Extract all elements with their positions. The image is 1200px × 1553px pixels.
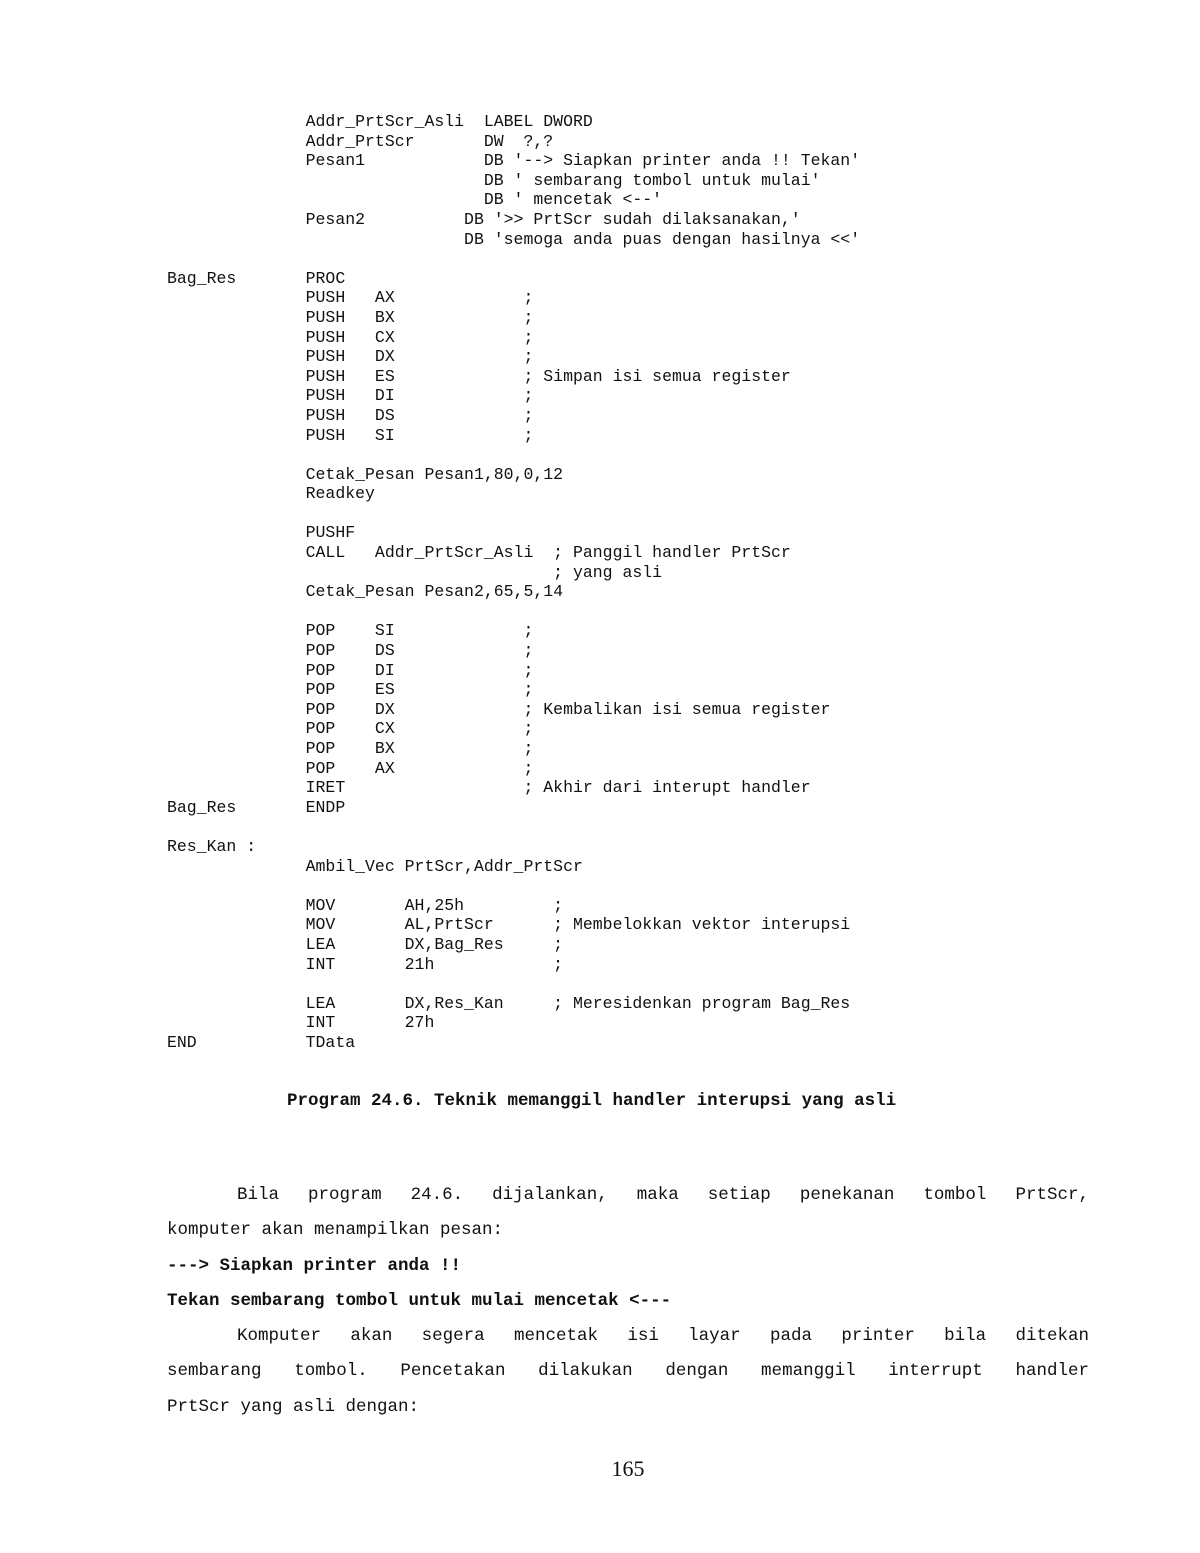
code-line: POP DI ; — [167, 660, 534, 680]
code-line — [167, 974, 860, 994]
code-line: POP BX ; — [167, 739, 534, 758]
code-line: MOV AH,25h ; — [167, 895, 564, 915]
code-line: LEA DX,Bag_Res ; — [167, 934, 564, 954]
code-line: PUSH ES ; Simpan isi semua register — [167, 366, 791, 386]
code-line: PUSH SI ; — [167, 425, 534, 445]
message-line-1: ---> Siapkan printer anda !! — [167, 1255, 462, 1276]
code-line — [167, 602, 860, 622]
code-line: DB ' mencetak <--' — [167, 190, 663, 210]
code-line: Bag_Res PROC — [167, 268, 346, 288]
code-line: POP CX ; — [167, 719, 534, 739]
code-line: MOV AL,PrtScr ; Membelokkan vektor interupsi — [167, 915, 851, 935]
code-line: Res_Kan : — [167, 836, 257, 856]
code-line: Addr_PrtScr DW ?,? — [167, 131, 554, 151]
code-line — [167, 876, 860, 896]
code-line: DB ' sembarang tombol untuk mulai' — [167, 170, 821, 190]
paragraph-2-line-1: Komputer akan segera mencetak isi layar pada printer bila ditekan — [237, 1326, 1089, 1347]
code-line: POP SI ; — [167, 621, 534, 641]
message-line-2: Tekan sembarang tombol untuk mulai mencetak <--- — [167, 1290, 672, 1311]
paragraph-2-line-2: sembarang tombol. Pencetakan dilakukan dengan memanggil interrupt handler — [167, 1361, 1089, 1382]
code-line: INT 21h ; — [167, 954, 564, 974]
code-line: PUSH DI ; — [167, 386, 534, 406]
code-line: CALL Addr_PrtScr_Asli ; Panggil handler PrtScr — [167, 543, 791, 563]
code-line: POP ES ; — [167, 680, 534, 700]
code-line: POP DX ; Kembalikan isi semua register — [167, 699, 831, 719]
code-line: PUSH BX ; — [167, 307, 534, 327]
page-number: 165 — [611, 1456, 645, 1481]
code-line: PUSH AX ; — [167, 288, 534, 308]
code-line — [167, 817, 860, 837]
code-listing — [167, 112, 860, 1053]
code-line: Bag_Res ENDP — [167, 797, 346, 817]
code-line: PUSH CX ; — [167, 327, 534, 347]
code-line: Cetak_Pesan Pesan1,80,0,12 — [167, 464, 564, 484]
code-line: Ambil_Vec PrtScr,Addr_PrtScr — [167, 856, 583, 876]
code-line: POP DS ; — [167, 641, 534, 661]
code-line — [167, 249, 860, 269]
code-line: PUSHF — [167, 523, 356, 543]
code-line: DB 'semoga anda puas dengan hasilnya <<' — [167, 229, 861, 249]
code-line: Pesan2 DB '>> PrtScr sudah dilaksanakan,' — [167, 209, 801, 229]
code-line — [167, 504, 860, 524]
code-line: POP AX ; — [167, 758, 534, 778]
code-line: Readkey — [167, 484, 375, 504]
code-line: IRET ; Akhir dari interupt handler — [167, 778, 811, 798]
code-line: LEA DX,Res_Kan ; Meresidenkan program Bag_Res — [167, 993, 851, 1013]
code-line: INT 27h — [167, 1013, 435, 1033]
code-line: PUSH DX ; — [167, 347, 534, 367]
code-line: PUSH DS ; — [167, 405, 534, 425]
paragraph-2-line-3: PrtScr yang asli dengan: — [167, 1396, 420, 1417]
code-line: END TData — [167, 1032, 356, 1052]
program-caption: Program 24.6. Teknik memanggil handler interupsi yang asli — [287, 1091, 897, 1111]
code-line: Addr_PrtScr_Asli LABEL DWORD — [167, 112, 593, 131]
paragraph-1-line-2: komputer akan menampilkan pesan: — [167, 1220, 504, 1241]
code-line — [167, 445, 860, 465]
code-line: Cetak_Pesan Pesan2,65,5,14 — [167, 582, 564, 602]
body-text — [167, 1178, 1089, 1425]
paragraph-1-line-1: Bila program 24.6. dijalankan, maka setiap penekanan tombol PrtScr, — [237, 1185, 1089, 1205]
code-line: ; yang asli — [167, 562, 663, 582]
code-line: Pesan1 DB '--> Siapkan printer anda !! Tekan' — [167, 151, 861, 171]
